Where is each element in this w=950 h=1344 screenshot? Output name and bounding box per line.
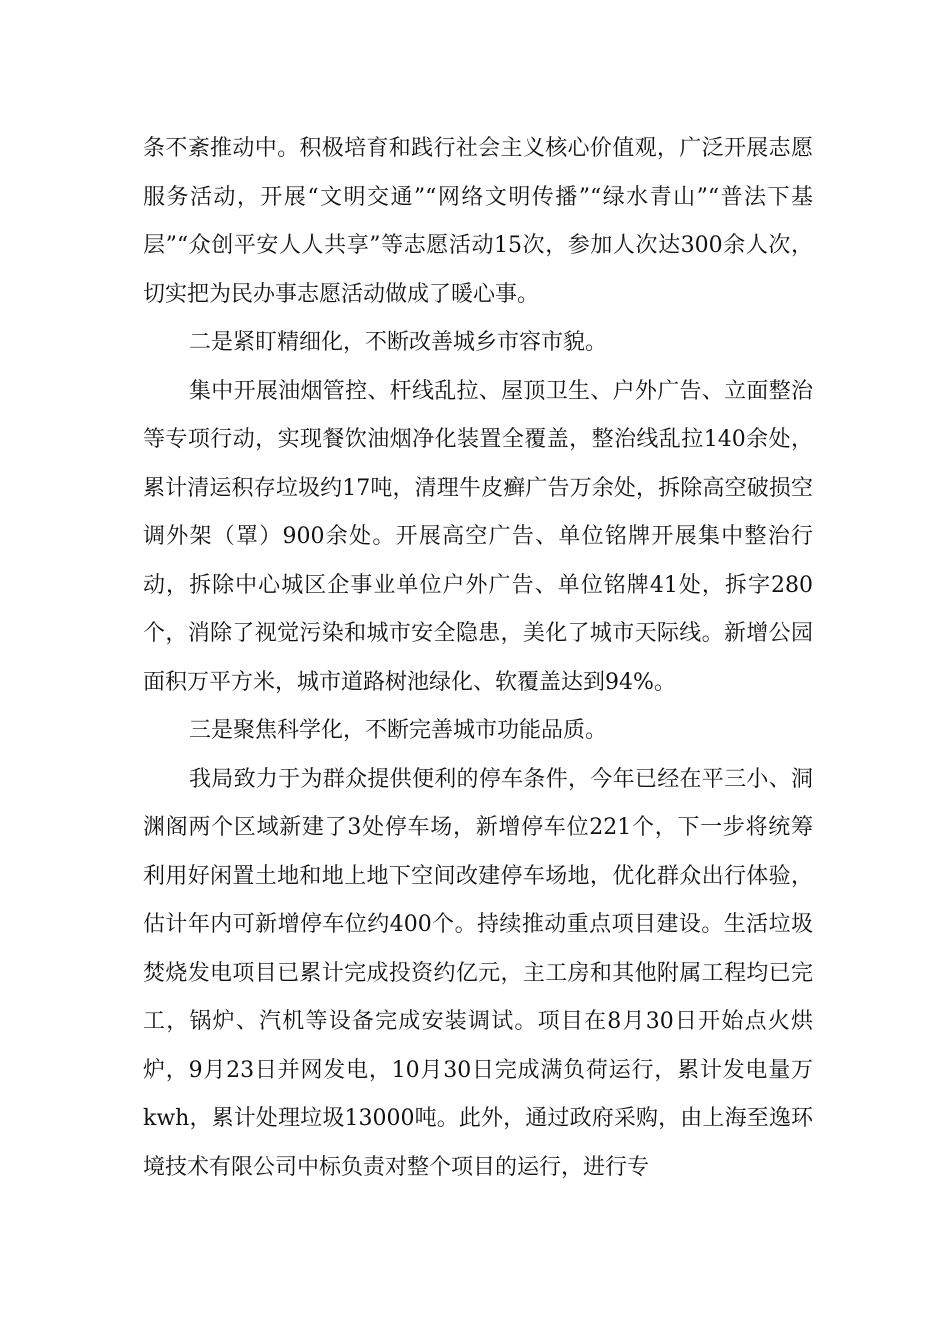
paragraph-continuation: 条不紊推动中。积极培育和践行社会主义核心价值观，广泛开展志愿服务活动，开展“文明交通”“网络文明传播”“绿水青山”“普法下基层”“众创平安人人共享”等志愿活动15次，参加人次达300余人次，切实把为民办事志愿活动做成了暖心事。 <box>143 136 813 307</box>
heading-scientific: 三是聚焦科学化，不断完善城市功能品质。 <box>189 718 608 743</box>
paragraph-city-appearance: 集中开展油烟管控、杆线乱拉、屋顶卫生、户外广告、立面整治等专项行动，实现餐饮油烟净化装置全覆盖，整治线乱拉140余处，累计清运积存垃圾约17吨，清理牛皮癣广告万余处，拆除高空破损空调外架（罩）900余处。开展高空广告、单位铭牌开展集中整治行动，拆除中心城区企事业单位户外广告、单位铭牌41处，拆字280个，消除了视觉污染和城市安全隐患，美化了城市天际线。新增公园面积万平方米，城市道路树池绿化、软覆盖达到94%。 <box>143 378 813 695</box>
paragraph-parking-projects: 我局致力于为群众提供便利的停车条件，今年已经在平三小、洞渊阁两个区域新建了3处停车场，新增停车位221个，下一步将统筹利用好闲置土地和地上地下空间改建停车场地，优化群众出行体验，估计年内可新增停车位约400个。持续推动重点项目建设。生活垃圾焚烧发电项目已累计完成投资约亿元，主工房和其他附属工程均已完工，锅炉、汽机等设备完成安装调试。项目在8月30日开始点火烘炉，9月23日并网发电，10月30日完成满负荷运行，累计发电量万kwh，累计处理垃圾13000吨。此外，通过政府采购，由上海至逸环境技术有限公司中标负责对整个项目的运行，进行专 <box>143 766 813 1180</box>
document-page <box>143 125 813 1192</box>
heading-refinement: 二是紧盯精细化，不断改善城乡市容市貌。 <box>189 330 608 355</box>
